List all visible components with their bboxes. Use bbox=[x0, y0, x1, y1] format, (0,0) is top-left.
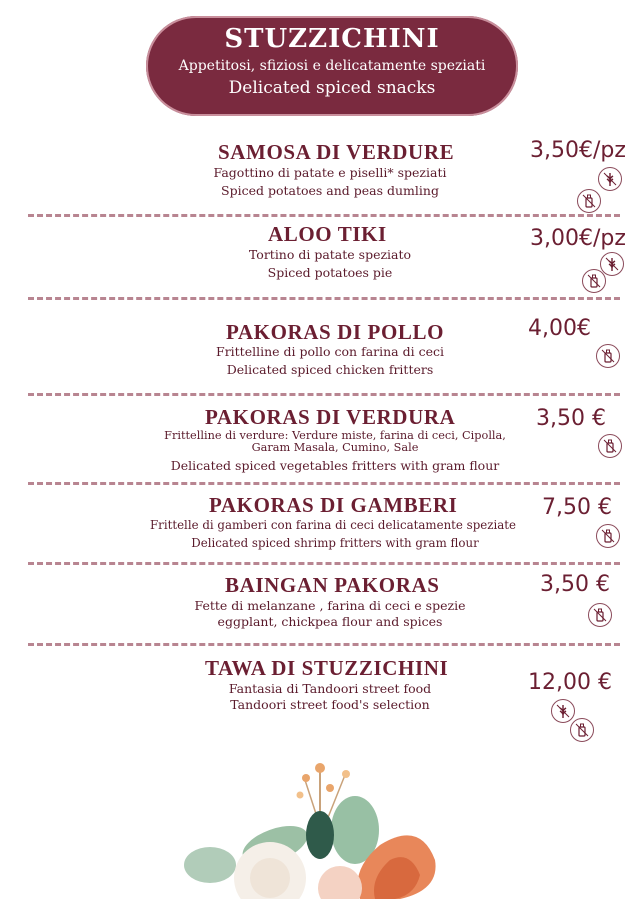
section-header bbox=[146, 16, 518, 116]
item-name: PAKORAS DI POLLO bbox=[226, 320, 445, 344]
item-desc-it: Tortino di patate speziato bbox=[248, 247, 412, 262]
item-desc-en: Spiced potatoes and peas dumling bbox=[221, 183, 439, 198]
section-subtitle-it: Appetitosi, sfiziosi e delicatamente speziati bbox=[178, 58, 486, 74]
item-desc-it: Fantasia di Tandoori street food bbox=[228, 681, 432, 696]
item-desc-it: Fette di melanzane , farina di ceci e spezie bbox=[194, 598, 466, 613]
item-name: BAINGAN PAKORAS bbox=[225, 573, 440, 597]
bottle-icon bbox=[577, 189, 601, 213]
item-name: SAMOSA DI VERDURE bbox=[218, 140, 455, 164]
separator bbox=[28, 562, 620, 565]
wheat-icon bbox=[598, 167, 622, 191]
section-title: STUZZICHINI bbox=[224, 24, 440, 54]
separator bbox=[28, 297, 620, 300]
item-desc-en: eggplant, chickpea flour and spices bbox=[217, 614, 443, 629]
item-desc-it-line2: Garam Masala, Cumino, Sale bbox=[251, 441, 419, 454]
bottle-icon bbox=[598, 434, 622, 458]
item-price: 12,00 € bbox=[528, 670, 612, 695]
item-price: 3,50€/pz bbox=[530, 138, 626, 163]
section-subtitle-en: Delicated spiced snacks bbox=[228, 78, 436, 98]
separator bbox=[28, 643, 620, 646]
bottle-icon bbox=[570, 718, 594, 742]
item-desc-en: Delicated spiced chicken fritters bbox=[226, 362, 434, 377]
item-desc-it: Fagottino di patate e piselli* speziati bbox=[213, 165, 447, 180]
item-name: TAWA DI STUZZICHINI bbox=[205, 656, 449, 680]
item-price: 3,50 € bbox=[536, 406, 606, 431]
item-desc-en: Delicated spiced shrimp fritters with gram flour bbox=[191, 536, 479, 550]
item-price: 7,50 € bbox=[542, 495, 612, 520]
item-desc-en: Tandoori street food's selection bbox=[230, 697, 430, 712]
separator bbox=[28, 482, 620, 485]
item-desc-en: Delicated spiced vegetables fritters with gram flour bbox=[170, 458, 500, 473]
bottle-icon bbox=[588, 603, 612, 627]
item-desc-it-line1: Frittelline di verdure: Verdure miste, farina di ceci, Cipolla, bbox=[164, 429, 506, 442]
bottle-icon bbox=[596, 524, 620, 548]
bottle-icon bbox=[596, 344, 620, 368]
item-name: PAKORAS DI VERDURA bbox=[205, 405, 456, 429]
separator bbox=[28, 393, 620, 396]
bottle-icon bbox=[582, 269, 606, 293]
item-desc-it: Frittelle di gamberi con farina di ceci delicatamente speziate bbox=[150, 518, 516, 532]
item-price: 3,00€/pz bbox=[530, 226, 626, 251]
item-price: 4,00€ bbox=[528, 316, 591, 341]
item-name: PAKORAS DI GAMBERI bbox=[209, 493, 458, 517]
item-price: 3,50 € bbox=[540, 572, 610, 597]
item-desc-en: Spiced potatoes pie bbox=[267, 265, 393, 280]
floral-decoration bbox=[180, 750, 460, 899]
separator bbox=[28, 214, 620, 217]
item-name: ALOO TIKI bbox=[268, 222, 387, 246]
item-desc-it: Frittelline di pollo con farina di ceci bbox=[216, 344, 444, 359]
